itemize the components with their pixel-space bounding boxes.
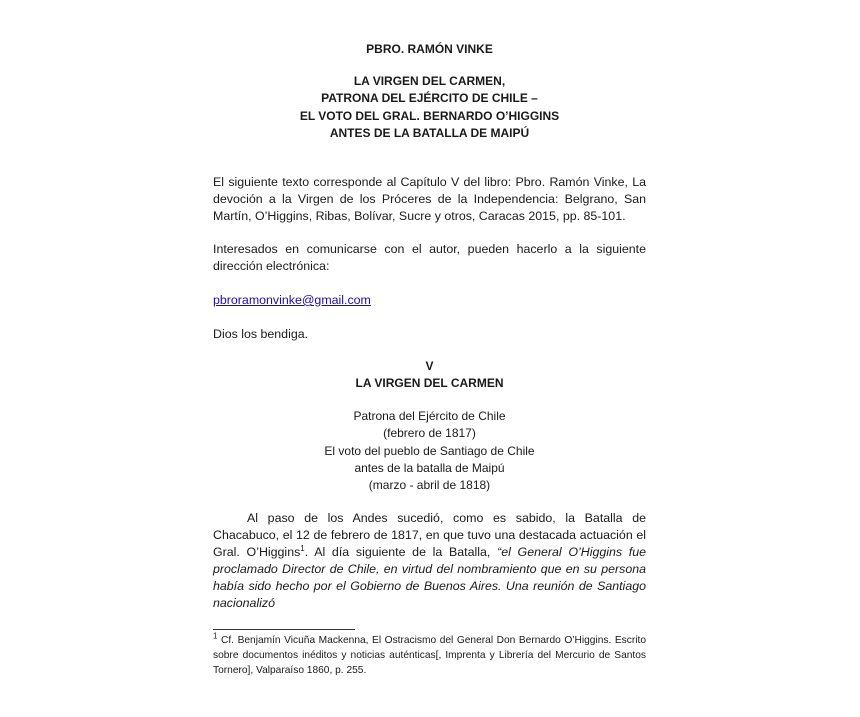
title-line: EL VOTO DEL GRAL. BERNARDO O’HIGGINS (299, 108, 560, 123)
title-line: LA VIRGEN DEL CARMEN, (353, 74, 506, 88)
chapter-number: V (425, 359, 434, 373)
body-paragraph (213, 510, 646, 612)
intro-paragraph: El siguiente texto corresponde al Capítulo V del libro: Pbro. Ramón Vinke, La devoción a la Virgen de los Próceres de la Independencia: Belgrano, San Martín, O’Higgins, Ribas, Bolívar, Sucre y otros, Caracas 2015, pp. 85-101. (213, 175, 646, 223)
email-link[interactable]: pbroramonvinke@gmail.com (213, 293, 371, 307)
blessing-section (213, 326, 646, 343)
footnote-body: Cf. Benjamín Vicuña Mackenna, El Ostracismo del General Don Bernardo O’Higgins. Escrito sobre documentos inéditos y noticias auténticas[, Imprenta y Librería del Mercurio de Santos Tornero], Valparaíso 1860, p. 255. (213, 635, 646, 676)
subtitle-line: (marzo - abril de 1818) (368, 478, 491, 493)
chapter-subtitle (213, 408, 646, 494)
footnote-marker: 1 (213, 631, 218, 641)
title-line: ANTES DE LA BATALLA DE MAIPÚ (329, 125, 530, 140)
footnote-separator (213, 629, 355, 630)
subtitle-line: Patrona del Ejército de Chile (353, 409, 506, 423)
title-line: PATRONA DEL EJÉRCITO DE CHILE – (321, 91, 538, 106)
author-heading (213, 41, 646, 58)
body-text: . Al día siguiente de la Batalla, (304, 545, 498, 559)
contact-section (213, 241, 646, 275)
footnote-reference[interactable]: 1 (300, 543, 305, 553)
body-quote: “el General O’Higgins fue proclamado Director de Chile, en virtud del nombramiento que en su persona había sido hecho por el Gobierno de Buenos Aires. Una reunión de Santiago nacionalizó (213, 545, 646, 610)
footnote-section (213, 633, 646, 678)
chapter-title: LA VIRGEN DEL CARMEN (355, 376, 504, 391)
document-title (213, 73, 646, 142)
email-section (213, 292, 646, 309)
intro-section (213, 174, 646, 225)
subtitle-line: El voto del pueblo de Santiago de Chile (324, 443, 535, 458)
contact-paragraph: Interesados en comunicarse con el autor, pueden hacerlo a la siguiente dirección electrónica: (213, 242, 646, 273)
footnote-text (213, 633, 646, 678)
blessing-text: Dios los bendiga. (213, 327, 309, 341)
body-text: Al paso de los Andes sucedió, como es sabido, la Batalla de Chacabuco, el 12 de febrero de 1817, en que tuvo una destacada actuación el Gral. O’Higgins (213, 511, 646, 559)
author-name: PBRO. RAMÓN VINKE (366, 42, 493, 56)
chapter-heading (213, 358, 646, 393)
body-section (213, 510, 646, 612)
subtitle-line: antes de la batalla de Maipú (354, 460, 505, 475)
subtitle-line: (febrero de 1817) (383, 426, 476, 441)
